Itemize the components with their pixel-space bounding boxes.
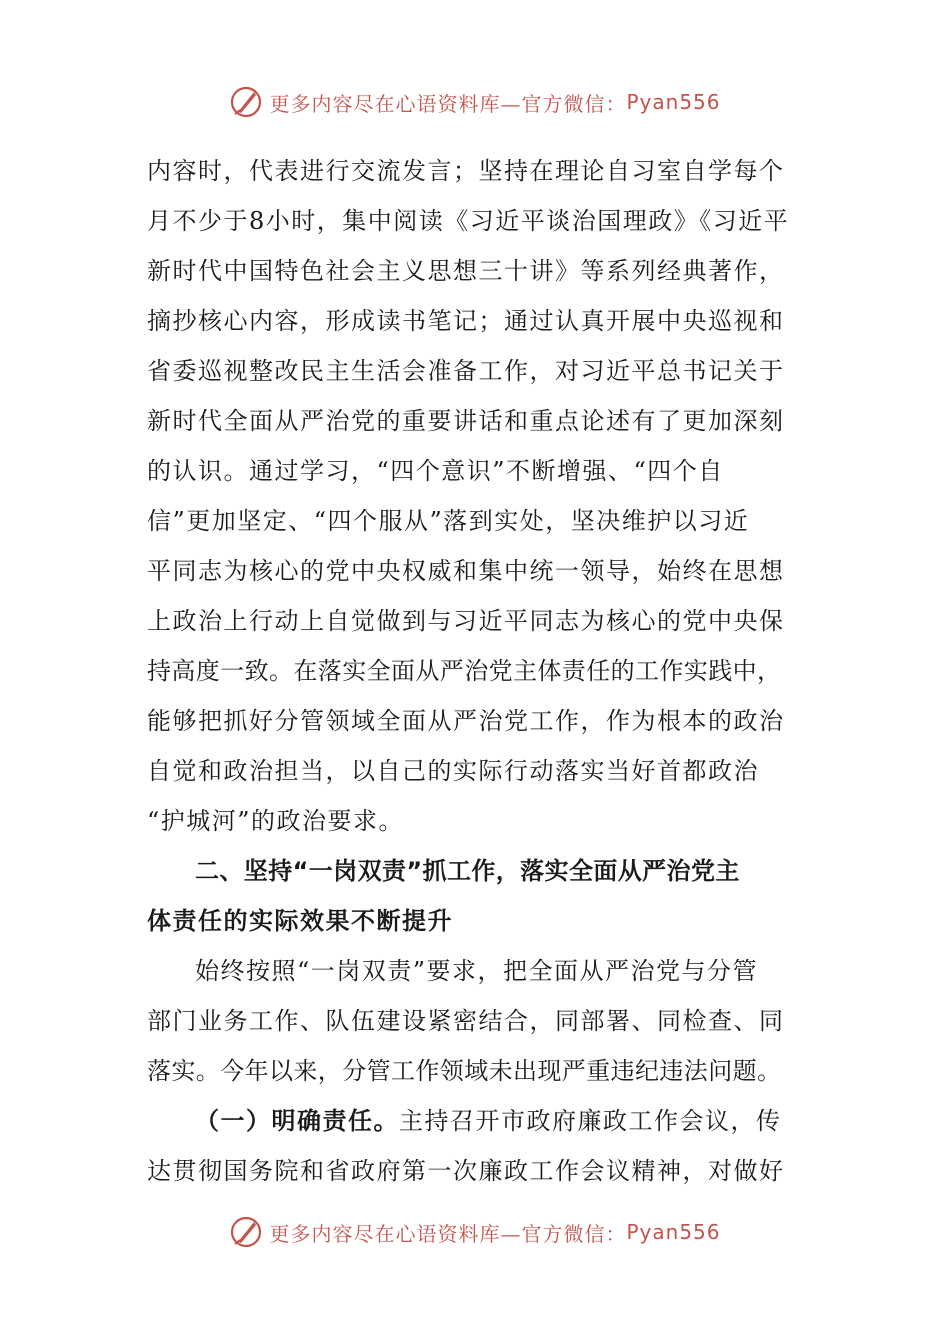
body-line: 能够把抓好分管领域全面从严治党工作，作为根本的政治: [147, 707, 785, 735]
document-body: [147, 146, 807, 1196]
body-line: 上政治上行动上自觉做到与习近平同志为核心的党中央保: [147, 607, 785, 635]
body-line: 新时代中国特色社会主义思想三十讲》等系列经典著作，: [147, 257, 785, 285]
para-line: 始终按照“一岗双责”要求，把全面从严治党与分管: [195, 957, 759, 985]
body-line: 内容时，代表进行交流发言；坚持在理论自习室自学每个: [147, 157, 785, 185]
quill-logo-icon: [229, 1215, 263, 1249]
footer-banner: [0, 1210, 950, 1254]
section-heading: 二、坚持“一岗双责”抓工作，落实全面从严治党主: [195, 857, 740, 885]
header-banner: [0, 80, 950, 124]
banner-text: 更多内容尽在心语资料库—官方微信：: [269, 1221, 627, 1246]
body-line: 自觉和政治担当，以自己的实际行动落实当好首都政治: [147, 757, 759, 785]
subsection-line-cont: 达贯彻国务院和省政府第一次廉政工作会议精神，对做好: [147, 1157, 785, 1185]
body-line: 平同志为核心的党中央权威和集中统一领导，始终在思想: [147, 557, 785, 585]
para-line: 落实。今年以来，分管工作领域未出现严重违纪违法问题。: [147, 1057, 782, 1085]
body-line: 新时代全面从严治党的重要讲话和重点论述有了更加深刻: [147, 407, 785, 435]
subsection-label: （一）明确责任。: [195, 1107, 399, 1135]
subsection-line: [147, 1096, 807, 1146]
quill-logo-icon: [229, 85, 263, 119]
banner-handle: Pyan556: [626, 1220, 721, 1244]
banner-text: 更多内容尽在心语资料库—官方微信：: [269, 91, 627, 116]
banner-handle: Pyan556: [626, 90, 721, 114]
body-line: 省委巡视整改民主生活会准备工作，对习近平总书记关于: [147, 357, 785, 385]
body-line: 持高度一致。在落实全面从严治党主体责任的工作实践中，: [147, 657, 782, 685]
body-line: 摘抄核心内容，形成读书笔记；通过认真开展中央巡视和: [147, 307, 785, 335]
body-line: 月不少于8小时，集中阅读《习近平谈治国理政》《习近平: [147, 207, 790, 235]
body-line: 信”更加坚定、“四个服从”落到实处，坚决维护以习近: [147, 507, 750, 535]
section-heading-cont: 体责任的实际效果不断提升: [147, 907, 453, 935]
para-line: 部门业务工作、队伍建设紧密结合，同部署、同检查、同: [147, 1007, 785, 1035]
body-line: 的认识。通过学习，“四个意识”不断增强、“四个自: [147, 457, 724, 485]
subsection-text: 主持召开市政府廉政工作会议，传: [399, 1107, 782, 1135]
body-line: “护城河”的政治要求。: [147, 807, 405, 835]
